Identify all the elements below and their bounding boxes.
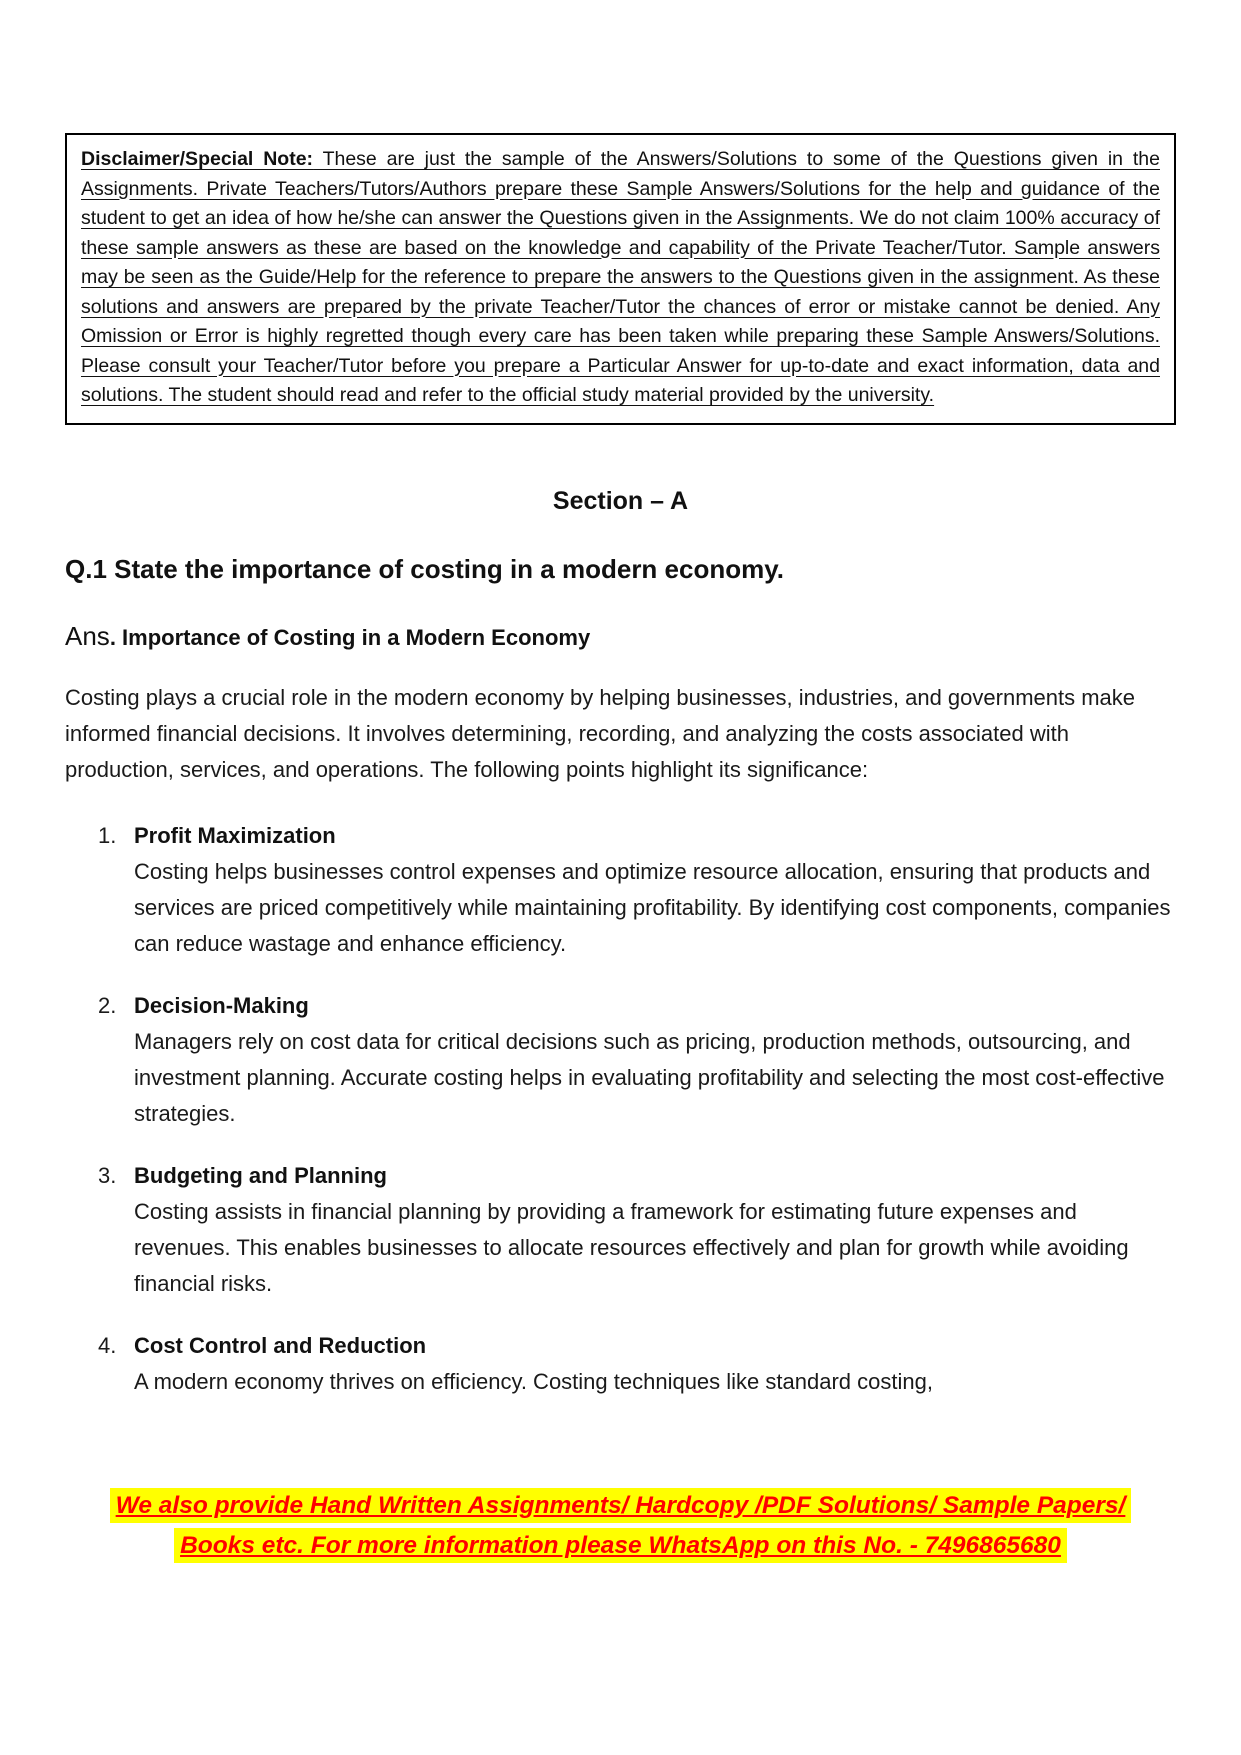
question-title: Q.1 State the importance of costing in a modern economy. [65, 553, 784, 584]
list-item-number: 1. [98, 822, 117, 848]
disclaimer-body: These are just the sample of the Answers/Solutions to some of the Questions given in the Assignments. Private Teachers/Tutors/Authors prepare these Sample Answers/Solutions for the help and guidance of the student to get an idea of how he/she can answer the Questions given in the Assignments. We do not claim 100% accuracy of these sample answers as these are based on the knowledge and capability of the Private Teacher/Tutor. Sample answers may be seen as the Guide/Help for the reference to prepare the answers to the Questions given in the assignment. As these solutions and answers are prepared by the private Teacher/Tutor the chances of error or mistake cannot be denied. Any Omission or Error is highly regretted though every care has been taken while preparing these Sample Answers/Solutions. Please consult your Teacher/Tutor before you prepare a Particular Answer for up-to-date and exact information, data and solutions. The student should read and refer to the official study material provided by the university. [81, 148, 1160, 406]
answer-label: Ans [65, 620, 110, 651]
list-item [65, 1328, 1176, 1400]
promo-footer [0, 1486, 1241, 1566]
disclaimer-label: Disclaimer/Special Note: [81, 148, 314, 170]
list-item-content [134, 988, 1176, 1132]
answer-heading-text: . Importance of Costing in a Modern Economy [109, 624, 591, 650]
list-item-title: Cost Control and Reduction [134, 1332, 427, 1358]
disclaimer-text [81, 145, 1160, 411]
list-item-content [134, 1158, 1176, 1302]
list-item-content [134, 1328, 1176, 1400]
document-content [0, 133, 1241, 1400]
list-item-body: Costing helps businesses control expenses and optimize resource allocation, ensuring that products and services are priced competitively while maintaining profitability. By identifying cost components, companies can reduce wastage and enhance efficiency. [134, 858, 1171, 956]
section-title: Section – A [552, 486, 689, 515]
answer-points-list [65, 818, 1176, 1400]
disclaimer-box [65, 133, 1176, 425]
list-item-content [134, 818, 1176, 962]
answer-intro-paragraph: Costing plays a crucial role in the modern economy by helping businesses, industries, and governments make informed financial decisions. It involves determining, recording, and analyzing the costs associated with production, services, and operations. The following points highlight its significance: [65, 684, 1136, 782]
list-item [65, 988, 1176, 1132]
list-item-title: Decision-Making [134, 992, 309, 1018]
promo-footer-line2: Books etc. For more information please WhatsApp on this No. - 7496865680 [174, 1528, 1067, 1563]
list-item-number: 3. [98, 1162, 117, 1188]
list-item [65, 1158, 1176, 1302]
list-item-title: Budgeting and Planning [134, 1162, 387, 1188]
list-item-body: A modern economy thrives on efficiency. Costing techniques like standard costing, [134, 1368, 933, 1394]
list-item-body: Costing assists in financial planning by providing a framework for estimating future expenses and revenues. This enables businesses to allocate resources effectively and plan for growth while avoiding financial risks. [134, 1198, 1129, 1296]
list-item-number: 4. [98, 1332, 117, 1358]
list-item-title: Profit Maximization [134, 822, 336, 848]
list-item-number: 2. [98, 992, 117, 1018]
answer-heading [65, 621, 1176, 652]
list-item-body: Managers rely on cost data for critical decisions such as pricing, production methods, outsourcing, and investment planning. Accurate costing helps in evaluating profitability and selecting the most cost-effective strategies. [134, 1028, 1165, 1126]
list-item [65, 818, 1176, 962]
promo-footer-line1: We also provide Hand Written Assignments/ Hardcopy /PDF Solutions/ Sample Papers/ [110, 1488, 1132, 1523]
